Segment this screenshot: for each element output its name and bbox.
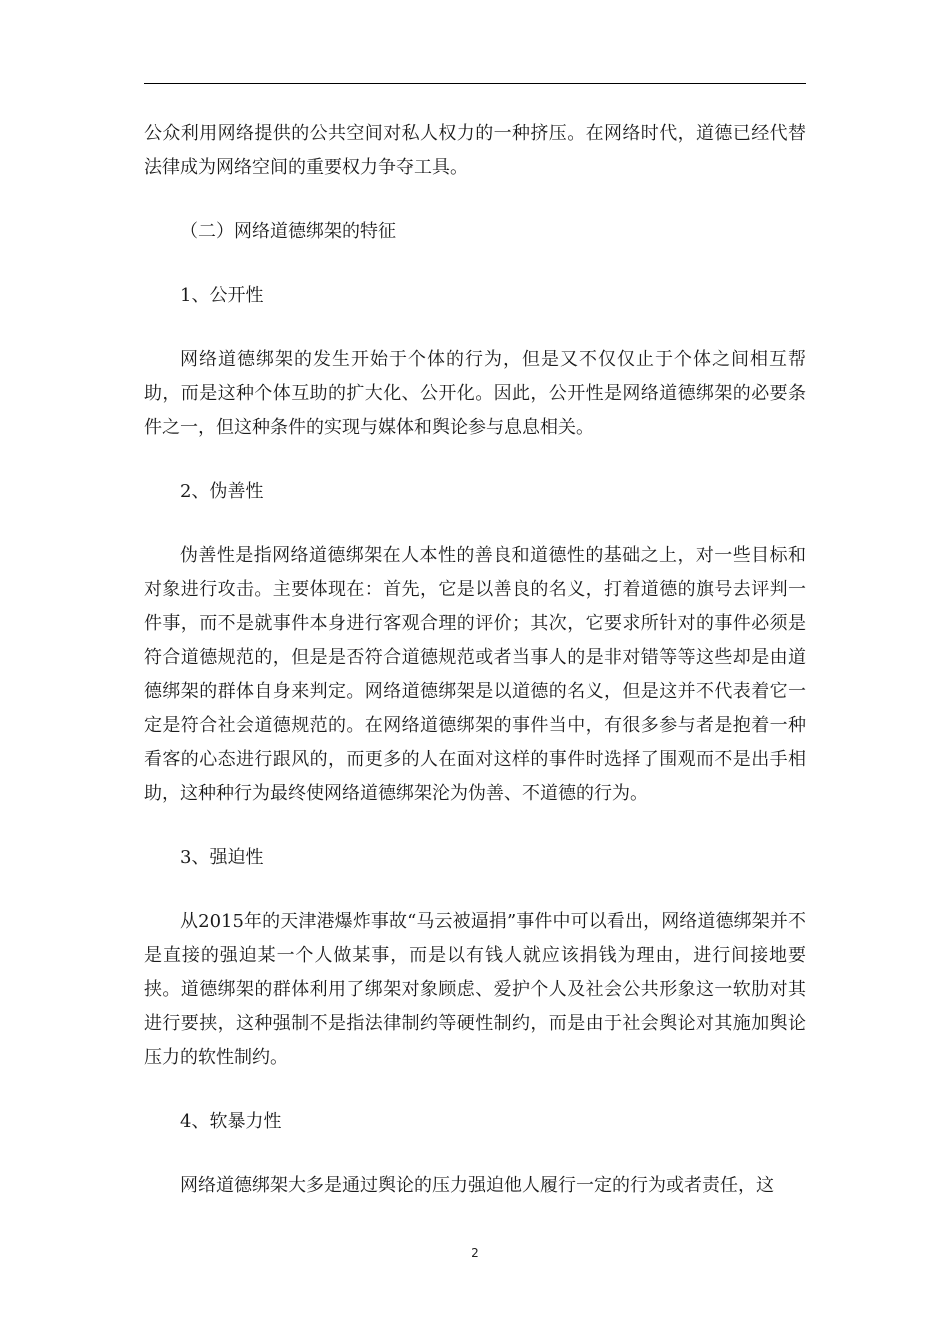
paragraph-intro-continued: 公众利用网络提供的公共空间对私人权力的一种挤压。在网络时代，道德已经代替法律成为网络空间的重要权力争夺工具。 [144,123,806,178]
section-heading: （二）网络道德绑架的特征 [180,221,396,242]
subheading-publicity: 1、公开性 [180,285,264,306]
paragraph-soft-violence: 网络道德绑架大多是通过舆论的压力强迫他人履行一定的行为或者责任，这 [180,1175,774,1196]
subheading-hypocrisy: 2、伪善性 [180,481,264,502]
subheading-coercion: 3、强迫性 [180,847,264,868]
subheading-soft-violence: 4、软暴力性 [180,1111,282,1132]
document-body [144,117,806,1203]
paragraph-hypocrisy: 伪善性是指网络道德绑架在人本性的善良和道德性的基础之上，对一些目标和对象进行攻击。主要体现在：首先，它是以善良的名义，打着道德的旗号去评判一件事，而不是就事件本身进行客观合理的评价；其次，它要求所针对的事件必须是符合道德规范的，但是是否符合道德规范或者当事人的是非对错等等这些却是由道德绑架的群体自身来判定。网络道德绑架是以道德的名义，但是这并不代表着它一定是符合社会道德规范的。在网络道德绑架的事件当中，有很多参与者是抱着一种看客的心态进行跟风的，而更多的人在面对这样的事件时选择了围观而不是出手相助，这种种行为最终使网络道德绑架沦为伪善、不道德的行为。 [144,545,806,804]
paragraph-publicity: 网络道德绑架的发生开始于个体的行为，但是又不仅仅止于个体之间相互帮助，而是这种个体互助的扩大化、公开化。因此，公开性是网络道德绑架的必要条件之一，但这种条件的实现与媒体和舆论参与息息相关。 [144,349,806,438]
header-rule [144,83,806,84]
page-number: 2 [471,1246,479,1260]
paragraph-coercion: 从2015年的天津港爆炸事故“马云被逼捐”事件中可以看出，网络道德绑架并不是直接的强迫某一个人做某事，而是以有钱人就应该捐钱为理由，进行间接地要挟。道德绑架的群体利用了绑架对象顾虑、爱护个人及社会公共形象这一软肋对其进行要挟，这种强制不是指法律制约等硬性制约，而是由于社会舆论对其施加舆论压力的软性制约。 [144,911,806,1068]
